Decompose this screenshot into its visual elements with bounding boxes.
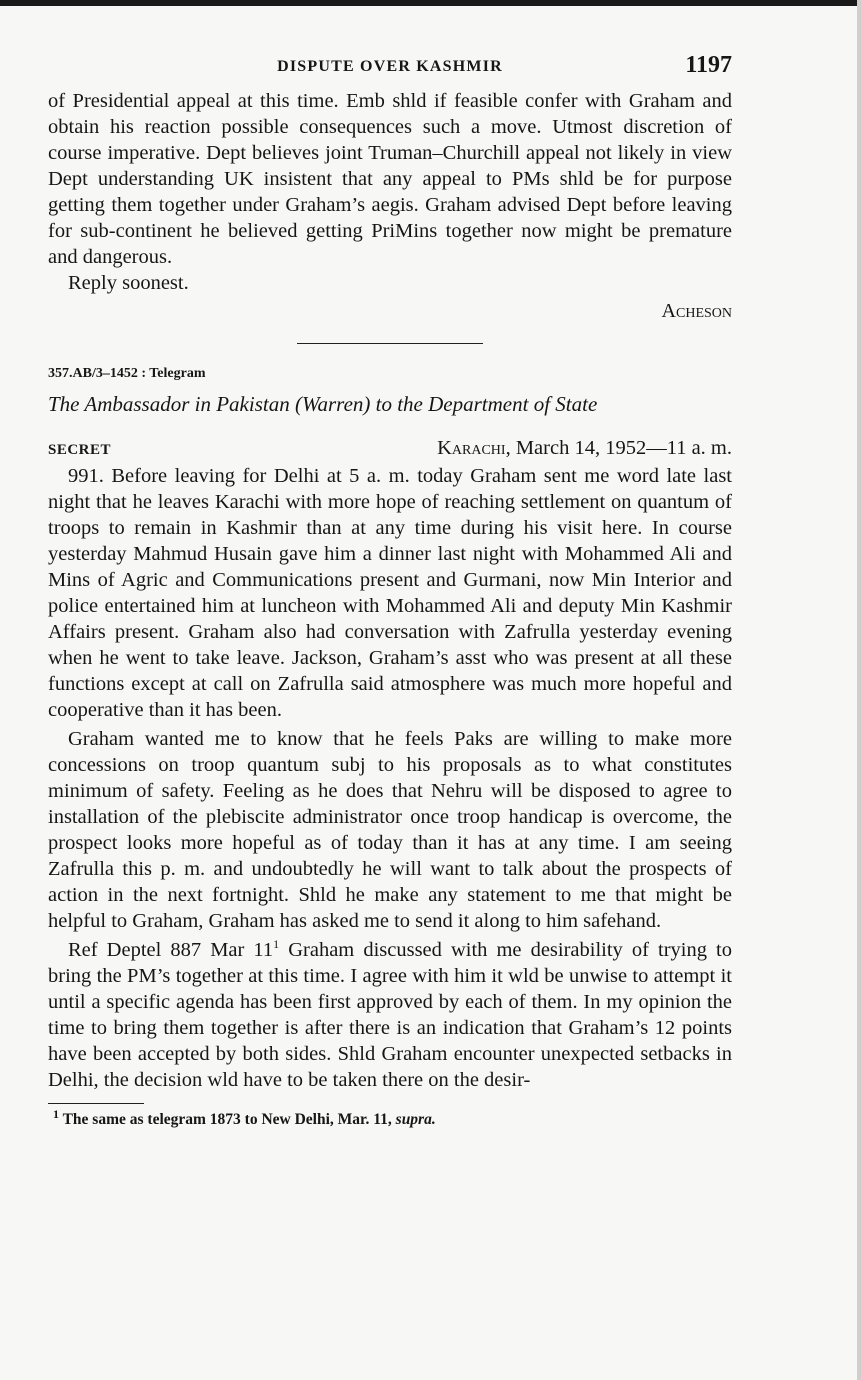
paragraph-ref-rest: Graham discussed with me desirability of trying to bring the PM’s together at this time. I agree with him it wld be unwise to attempt it until a specific agenda has been first approved by each of them. In my opinion the time to bring them together is after there is an indication that Graham’s 12 points have been accepted by both sides. Shld Graham encounter unexpected setbacks in Delhi, the decision wld have to be taken there on the desir- bbox=[48, 939, 732, 1091]
closing-line: Reply soonest. bbox=[68, 272, 189, 294]
date: , March 14, 1952—11 a. m. bbox=[505, 437, 732, 459]
footnote bbox=[53, 1106, 732, 1130]
paragraph-troop-quantum: Graham wanted me to know that he feels Paks are willing to make more concessions on troop quantum subj to his proposals as to what constitutes minimum of safety. Feeling as he does that Nehru will be disposed to agree to installation of the plebiscite administrator once troop handicap is overcome, the prospect looks more hopeful as of today than it has at any time. I am seeing Zafrulla this p. m. and undoubtedly he will want to talk about the prospects of action in the next fortnight. Shld he make any statement to me that might be helpful to Graham, Graham has asked me to send it along to him safehand. bbox=[48, 728, 732, 932]
section-divider bbox=[297, 343, 483, 344]
place: Karachi bbox=[437, 437, 506, 459]
footnote-emphasis: supra. bbox=[395, 1111, 436, 1128]
telegram-body bbox=[48, 463, 732, 1093]
page-right-edge bbox=[857, 0, 861, 1380]
footnote-mark: 1 bbox=[53, 1106, 59, 1121]
page-top-edge bbox=[0, 0, 861, 6]
page-number: 1197 bbox=[685, 52, 732, 78]
running-head bbox=[48, 52, 732, 88]
place-and-date bbox=[437, 435, 732, 461]
classification-label: SECRET bbox=[48, 442, 112, 458]
dateline bbox=[48, 435, 732, 461]
document-title: The Ambassador in Pakistan (Warren) to the Department of State bbox=[48, 392, 598, 416]
footnote-divider bbox=[48, 1103, 144, 1104]
footnote-text: The same as telegram 1873 to New Delhi, Mar. 11, bbox=[59, 1111, 396, 1128]
continuation-section bbox=[48, 88, 732, 296]
paragraph-ref-start: Ref Deptel 887 Mar 11 bbox=[68, 939, 274, 961]
document-page bbox=[48, 52, 732, 1130]
continuation-paragraph: of Presidential appeal at this time. Emb shld if feasible confer with Graham and obtain his reaction possible consequences such a move. Utmost discretion of course imperative. Dept believes joint Truman–Churchill appeal not likely in view Dept understanding UK insistent that any appeal to PMs shld be for purpose getting them together under Graham’s aegis. Graham advised Dept before leaving for sub-continent he believed getting PriMins together now might be premature and dangerous. bbox=[48, 90, 732, 268]
paragraph-ref-deptel bbox=[48, 937, 732, 1093]
paragraph-991: 991. Before leaving for Delhi at 5 a. m. today Graham sent me word late last night that he leaves Karachi with more hope of reaching settlement on quantum of troops to remain in Kashmir than at any time during his visit here. In course yesterday Mahmud Husain gave him a dinner last night with Mohammed Ali and Mins of Agric and Communications present and Gurmani, now Min Interior and police entertained him at luncheon with Mohammed Ali and deputy Min Kashmir Affairs present. Graham also had conversation with Zafrulla yesterday evening when he went to take leave. Jackson, Graham’s asst who was present at all these functions except at call on Zafrulla said atmosphere was much more hopeful and cooperative than it has been. bbox=[48, 465, 732, 721]
footnote-reference[interactable]: 1 bbox=[273, 937, 280, 952]
signature: Acheson bbox=[661, 300, 732, 322]
file-reference: 357.AB/3–1452 : Telegram bbox=[48, 366, 206, 381]
running-title: DISPUTE OVER KASHMIR bbox=[277, 58, 503, 75]
